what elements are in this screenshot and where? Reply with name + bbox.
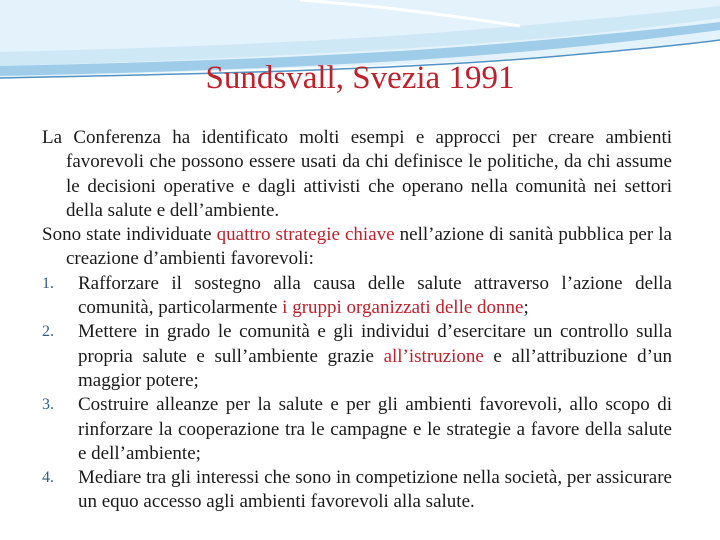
list-item-number: 3. [42,396,54,414]
slide-title: Sundsvall, Svezia 1991 [205,60,515,96]
strategies-paragraph [42,223,672,272]
strategies-highlight: quattro strategie chiave [216,224,395,246]
slide-body [42,126,672,515]
list-item-text [78,272,672,321]
list-item-text-before: Costruire alleanze per la salute e per gli ambienti favorevoli, allo scopo di rinforzare la cooperazione tra le campagne e le strategie a favore della salute e dell’ambiente; [78,394,672,464]
list-item-highlight: i gruppi organizzati delle donne [282,297,524,319]
list-item-highlight: all’istruzione [383,345,484,367]
list-item-text-after: ; [523,297,529,319]
list-item [42,393,672,466]
list-item [42,466,672,515]
strategies-text-before: Sono state individuate [42,224,217,246]
list-item-text-before: Rafforzare il sostegno alla causa delle salute attraverso l’azione della comunità, particolarmente [78,272,672,319]
intro-paragraph: La Conferenza ha identificato molti esempi e approcci per creare ambienti favorevoli che possono essere usati da chi definisce le politiche, da chi assume le decisioni operative e dagli attivisti che operano nella comunità nei settori della salute e dell’ambiente. [42,127,672,221]
list-item-number: 4. [42,469,54,487]
list-item-text [78,393,672,466]
list-item-number: 1. [42,274,54,292]
list-item-text-after: e all’attribuzione d’un maggior potere; [78,345,673,391]
list-item-text [78,320,672,393]
strategies-text-after: nell’azione di sanità pubblica per la creazione d’ambienti favorevoli: [66,224,672,270]
list-item-text [78,466,672,515]
list-item-text-before: Mettere in grado le comunità e gli individui d’esercitare un controllo sulla propria salute e sull’ambiente grazie [78,321,672,367]
list-item [42,320,672,393]
list-item [42,272,672,321]
list-item-text-before: Mediare tra gli interessi che sono in competizione nella società, per assicurare un equo accesso agli ambienti favorevoli alla salute. [78,467,672,513]
list-item-number: 2. [42,323,54,341]
